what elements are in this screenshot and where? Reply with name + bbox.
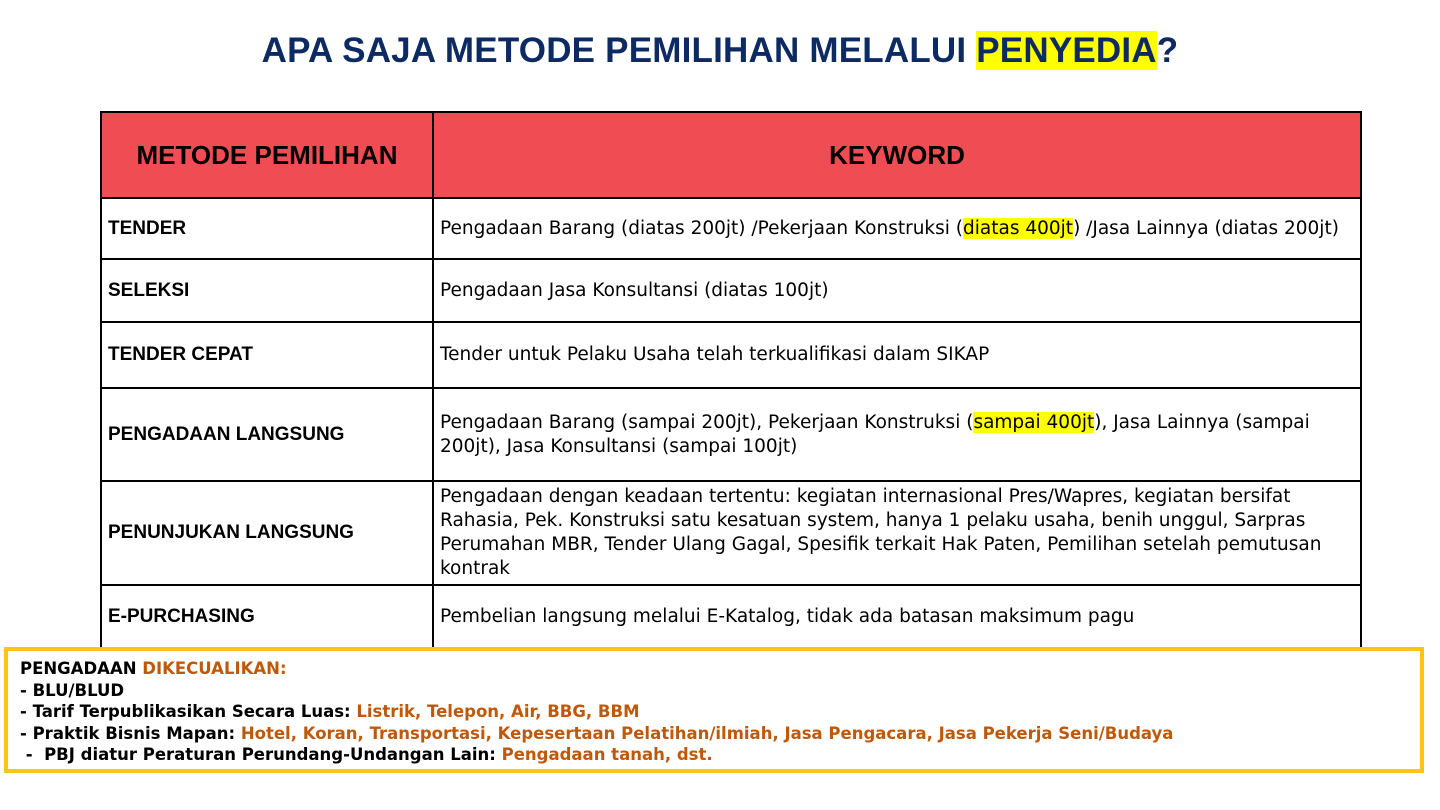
- table-row: [101, 259, 1361, 322]
- keyword-text: ) /Jasa Lainnya (diatas 200jt): [1073, 217, 1339, 239]
- method-cell: E-PURCHASING: [101, 585, 433, 649]
- exceptions-heading-highlight: DIKECUALIKAN:: [142, 659, 287, 678]
- keyword-highlight: sampai 400jt: [973, 411, 1095, 433]
- method-cell: TENDER CEPAT: [101, 322, 433, 388]
- keyword-cell: [433, 198, 1361, 259]
- keyword-cell: Pengadaan dengan keadaan tertentu: kegiatan internasional Pres/Wapres, kegiatan bersifat Rahasia, Pek. Konstruksi satu kesatuan system, hanya 1 pelaku usaha, benih unggul, Sarpras Perumahan MBR, Tender Ulang Gagal, Spesifik terkait Hak Paten, Pemilihan setelah pemutusan kontrak: [433, 481, 1361, 585]
- keyword-text: Pengadaan Barang (diatas 200jt) /Pekerjaan Konstruksi (: [440, 217, 964, 239]
- table-row: [101, 322, 1361, 388]
- keyword-highlight: diatas 400jt: [963, 217, 1074, 239]
- methods-table: [100, 111, 1362, 650]
- method-cell: SELEKSI: [101, 259, 433, 322]
- keyword-cell: Tender untuk Pelaku Usaha telah terkualifikasi dalam SIKAP: [433, 322, 1361, 388]
- keyword-cell: [433, 388, 1361, 481]
- table-row: [101, 585, 1361, 649]
- method-cell: PENUNJUKAN LANGSUNG: [101, 481, 433, 585]
- keyword-text: Pengadaan Barang (sampai 200jt), Pekerjaan Konstruksi (: [440, 411, 974, 433]
- exception-item: [20, 701, 1408, 723]
- exception-item: [20, 723, 1408, 745]
- exception-detail: Listrik, Telepon, Air, BBG, BBM: [356, 702, 640, 721]
- method-cell: PENGADAAN LANGSUNG: [101, 388, 433, 481]
- table-row: [101, 198, 1361, 259]
- table-row: [101, 481, 1361, 585]
- exception-label: - Tarif Terpublikasikan Secara Luas:: [20, 702, 357, 721]
- exceptions-heading-text: PENGADAAN: [20, 659, 143, 678]
- keyword-cell: Pengadaan Jasa Konsultansi (diatas 100jt): [433, 259, 1361, 322]
- exceptions-box: [4, 647, 1424, 773]
- table-header-row: [101, 112, 1361, 198]
- exception-label: - PBJ diatur Peraturan Perundang-Undangan Lain:: [20, 745, 502, 764]
- exception-item: [20, 680, 1408, 702]
- exception-label: - BLU/BLUD: [20, 680, 125, 700]
- title-highlight: PENYEDIA: [976, 31, 1157, 70]
- page-title: [0, 31, 1440, 71]
- method-cell: TENDER: [101, 198, 433, 259]
- exception-detail: Hotel, Koran, Transportasi, Kepesertaan Pelatihan/ilmiah, Jasa Pengacara, Jasa Pekerja Seni/Budaya: [240, 723, 1174, 743]
- exception-label: - Praktik Bisnis Mapan:: [20, 723, 241, 743]
- exceptions-heading: [20, 658, 1408, 680]
- keyword-cell: Pembelian langsung melalui E-Katalog, tidak ada batasan maksimum pagu: [433, 585, 1361, 649]
- table-row: [101, 388, 1361, 481]
- title-text: APA SAJA METODE PEMILIHAN MELALUI: [261, 31, 977, 70]
- exception-item: [20, 744, 1408, 766]
- header-keyword: KEYWORD: [433, 112, 1361, 198]
- keyword-text: ), Jasa Lainnya (sampai 200jt), Jasa Konsultansi (sampai 100jt): [440, 411, 1310, 457]
- exception-detail: Pengadaan tanah, dst.: [501, 745, 713, 764]
- header-method: METODE PEMILIHAN: [101, 112, 433, 198]
- title-suffix: ?: [1156, 31, 1179, 70]
